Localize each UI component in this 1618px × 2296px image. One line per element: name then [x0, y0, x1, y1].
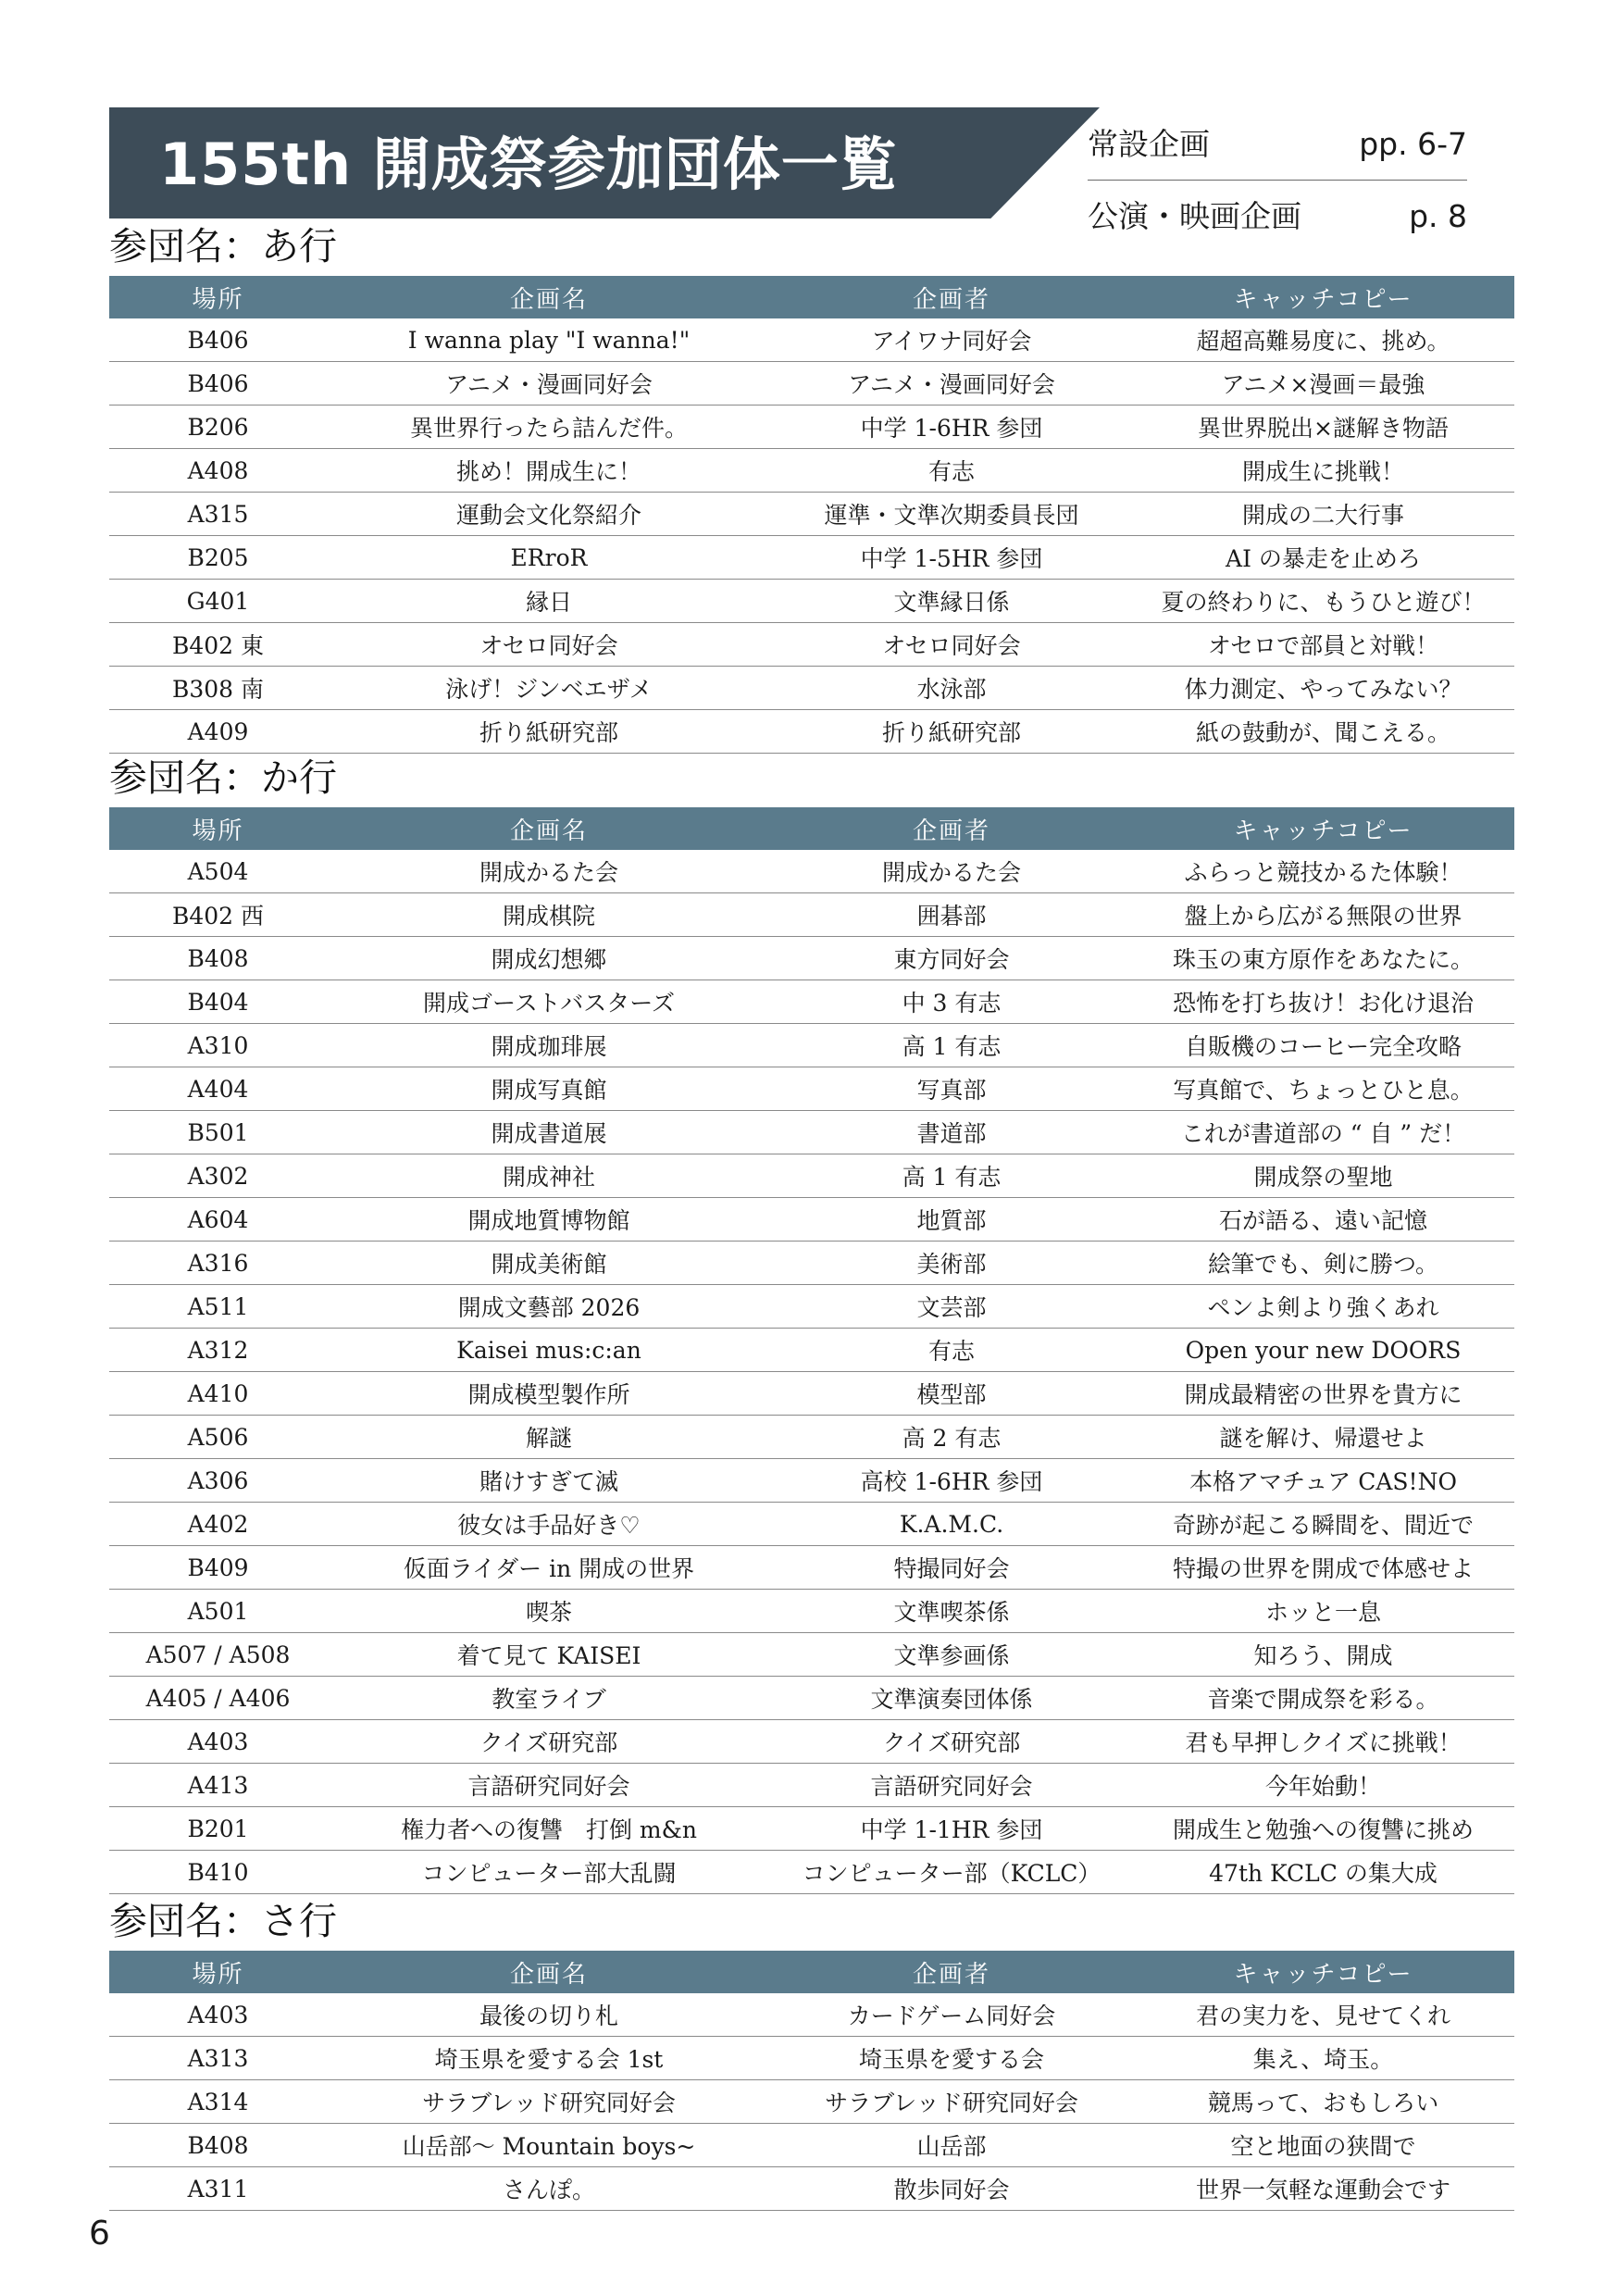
table-header-row	[109, 276, 1514, 318]
cell-catchcopy: 体力測定、やってみない？	[1132, 667, 1514, 710]
cell-organizer: 文準演奏団体係	[771, 1677, 1132, 1720]
cell-organizer: 開成かるた会	[771, 850, 1132, 893]
cell-organizer: 東方同好会	[771, 937, 1132, 980]
cell-organizer: 中 3 有志	[771, 980, 1132, 1024]
table-row	[109, 1633, 1514, 1677]
col-header-project: 企画名	[327, 1951, 771, 1993]
cell-project-name: アニメ・漫画同好会	[327, 362, 771, 406]
table-row	[109, 449, 1514, 493]
col-header-project: 企画名	[327, 807, 771, 850]
cell-organizer: 美術部	[771, 1242, 1132, 1285]
table-row	[109, 1851, 1514, 1894]
table-row	[109, 1067, 1514, 1111]
cell-organizer: カードゲーム同好会	[771, 1993, 1132, 2037]
table-row	[109, 2037, 1514, 2080]
cell-catchcopy: 開成祭の聖地	[1132, 1154, 1514, 1198]
cell-organizer: 散歩同好会	[771, 2167, 1132, 2211]
cell-location: A506	[109, 1416, 327, 1459]
table-row	[109, 406, 1514, 449]
cell-organizer: 高 2 有志	[771, 1416, 1132, 1459]
col-header-organizer: 企画者	[771, 276, 1132, 318]
table-row	[109, 1590, 1514, 1633]
cell-location: A404	[109, 1067, 327, 1111]
table-row	[109, 1416, 1514, 1459]
table-row	[109, 362, 1514, 406]
cell-organizer: 地質部	[771, 1198, 1132, 1242]
cell-catchcopy: ホッと一息	[1132, 1590, 1514, 1633]
cell-catchcopy: 盤上から広がる無限の世界	[1132, 893, 1514, 937]
cell-location: B501	[109, 1111, 327, 1154]
cell-catchcopy: 謎を解け、帰還せよ	[1132, 1416, 1514, 1459]
table-row	[109, 1546, 1514, 1590]
cell-project-name: 泳げ！ジンベエザメ	[327, 667, 771, 710]
cell-catchcopy: Open your new DOORS	[1132, 1329, 1514, 1372]
cell-project-name: 開成かるた会	[327, 850, 771, 893]
table-row	[109, 1285, 1514, 1329]
table-row	[109, 1993, 1514, 2037]
section-heading: 参団名：さ行	[109, 1899, 337, 1943]
cell-organizer: 有志	[771, 1329, 1132, 1372]
cell-location: B408	[109, 2124, 327, 2167]
page-number: 6	[89, 2215, 110, 2252]
cell-organizer: アイワナ同好会	[771, 318, 1132, 362]
toc-pages: p. 8	[1409, 198, 1467, 234]
cell-location: A402	[109, 1503, 327, 1546]
cell-catchcopy: 珠玉の東方原作をあなたに。	[1132, 937, 1514, 980]
cell-project-name: 言語研究同好会	[327, 1764, 771, 1807]
cell-organizer: 囲碁部	[771, 893, 1132, 937]
cell-project-name: サラブレッド研究同好会	[327, 2080, 771, 2124]
table-row	[109, 893, 1514, 937]
cell-catchcopy: 君も早押しクイズに挑戦！	[1132, 1720, 1514, 1764]
col-header-catchcopy: キャッチコピー	[1132, 276, 1514, 318]
cell-project-name: コンピューター部大乱闘	[327, 1851, 771, 1894]
table-row	[109, 1720, 1514, 1764]
table-row	[109, 2080, 1514, 2124]
cell-organizer: 高校 1-6HR 参団	[771, 1459, 1132, 1503]
cell-catchcopy: 開成生に挑戦！	[1132, 449, 1514, 493]
cell-organizer: 折り紙研究部	[771, 710, 1132, 754]
cell-catchcopy: 超超高難易度に、挑め。	[1132, 318, 1514, 362]
cell-organizer: 言語研究同好会	[771, 1764, 1132, 1807]
cell-organizer: 特撮同好会	[771, 1546, 1132, 1590]
cell-project-name: 賭けすぎて滅	[327, 1459, 771, 1503]
cell-location: B410	[109, 1851, 327, 1894]
table-row	[109, 1111, 1514, 1154]
cell-catchcopy: 奇跡が起こる瞬間を、間近で	[1132, 1503, 1514, 1546]
cell-location: A413	[109, 1764, 327, 1807]
cell-organizer: 中学 1-1HR 参団	[771, 1807, 1132, 1851]
table-row	[109, 1329, 1514, 1372]
cell-location: B406	[109, 362, 327, 406]
cell-catchcopy: AI の暴走を止めろ	[1132, 536, 1514, 580]
cell-catchcopy: ペンよ剣より強くあれ	[1132, 1285, 1514, 1329]
cell-location: A403	[109, 1720, 327, 1764]
cell-location: G401	[109, 580, 327, 623]
cell-organizer: サラブレッド研究同好会	[771, 2080, 1132, 2124]
table-row	[109, 1154, 1514, 1198]
table-row	[109, 1807, 1514, 1851]
cell-project-name: 折り紙研究部	[327, 710, 771, 754]
page-title: 155th 開成祭参加団体一覧	[159, 131, 898, 198]
cell-organizer: 書道部	[771, 1111, 1132, 1154]
cell-organizer: 山岳部	[771, 2124, 1132, 2167]
cell-organizer: 写真部	[771, 1067, 1132, 1111]
cell-location: B201	[109, 1807, 327, 1851]
cell-catchcopy: アニメ×漫画＝最強	[1132, 362, 1514, 406]
cell-catchcopy: 異世界脱出×謎解き物語	[1132, 406, 1514, 449]
cell-organizer: クイズ研究部	[771, 1720, 1132, 1764]
cell-catchcopy: 開成生と勉強への復讐に挑め	[1132, 1807, 1514, 1851]
cell-location: A409	[109, 710, 327, 754]
table-header-row	[109, 1951, 1514, 1993]
table-row	[109, 2167, 1514, 2211]
table-row	[109, 1764, 1514, 1807]
table-row	[109, 1677, 1514, 1720]
cell-project-name: 開成模型製作所	[327, 1372, 771, 1416]
cell-catchcopy: 今年始動！	[1132, 1764, 1514, 1807]
cell-location: A507 / A508	[109, 1633, 327, 1677]
table-row	[109, 1372, 1514, 1416]
cell-location: A312	[109, 1329, 327, 1372]
cell-project-name: 教室ライブ	[327, 1677, 771, 1720]
cell-catchcopy: オセロで部員と対戦！	[1132, 623, 1514, 667]
cell-organizer: コンピューター部（KCLC）	[771, 1851, 1132, 1894]
group-table	[109, 807, 1514, 1894]
cell-location: A302	[109, 1154, 327, 1198]
cell-project-name: 権力者への復讐 打倒 m&n	[327, 1807, 771, 1851]
table-row	[109, 1503, 1514, 1546]
cell-organizer: 中学 1-5HR 参団	[771, 536, 1132, 580]
cell-organizer: K.A.M.C.	[771, 1503, 1132, 1546]
cell-location: A604	[109, 1198, 327, 1242]
cell-location: A405 / A406	[109, 1677, 327, 1720]
cell-project-name: オセロ同好会	[327, 623, 771, 667]
toc-label: 公演・映画企画	[1088, 198, 1301, 234]
cell-catchcopy: 石が語る、遠い記憶	[1132, 1198, 1514, 1242]
cell-project-name: 開成棋院	[327, 893, 771, 937]
cell-project-name: 仮面ライダー in 開成の世界	[327, 1546, 771, 1590]
cell-catchcopy: 競馬って、おもしろい	[1132, 2080, 1514, 2124]
cell-location: A314	[109, 2080, 327, 2124]
col-header-location: 場所	[109, 807, 327, 850]
cell-catchcopy: 空と地面の狭間で	[1132, 2124, 1514, 2167]
cell-organizer: 水泳部	[771, 667, 1132, 710]
cell-catchcopy: 特撮の世界を開成で体感せよ	[1132, 1546, 1514, 1590]
table-row	[109, 667, 1514, 710]
table-row	[109, 318, 1514, 362]
cell-catchcopy: 本格アマチュア CAS!NO	[1132, 1459, 1514, 1503]
table-row	[109, 2124, 1514, 2167]
cell-location: A306	[109, 1459, 327, 1503]
cell-organizer: 埼玉県を愛する会	[771, 2037, 1132, 2080]
cell-project-name: 開成写真館	[327, 1067, 771, 1111]
cell-organizer: 高 1 有志	[771, 1154, 1132, 1198]
table-header-row	[109, 807, 1514, 850]
cell-catchcopy: 絵筆でも、剣に勝つ。	[1132, 1242, 1514, 1285]
cell-catchcopy: 自販機のコーヒー完全攻略	[1132, 1024, 1514, 1067]
cell-catchcopy: 開成最精密の世界を貴方に	[1132, 1372, 1514, 1416]
cell-catchcopy: 世界一気軽な運動会です	[1132, 2167, 1514, 2211]
cell-project-name: 最後の切り札	[327, 1993, 771, 2037]
cell-project-name: 開成美術館	[327, 1242, 771, 1285]
col-header-organizer: 企画者	[771, 807, 1132, 850]
cell-project-name: 開成書道展	[327, 1111, 771, 1154]
cell-project-name: クイズ研究部	[327, 1720, 771, 1764]
table-row	[109, 710, 1514, 754]
cell-catchcopy: 写真館で、ちょっとひと息。	[1132, 1067, 1514, 1111]
toc-label: 常設企画	[1088, 126, 1210, 162]
section-heading: 参団名：あ行	[109, 224, 337, 268]
col-header-organizer: 企画者	[771, 1951, 1132, 1993]
col-header-location: 場所	[109, 276, 327, 318]
group-table	[109, 276, 1514, 754]
cell-location: B402 西	[109, 893, 327, 937]
cell-project-name: 運動会文化祭紹介	[327, 493, 771, 536]
cell-location: A315	[109, 493, 327, 536]
cell-project-name: I wanna play "I wanna!"	[327, 318, 771, 362]
cell-catchcopy: 集え、埼玉。	[1132, 2037, 1514, 2080]
cell-catchcopy: 47th KCLC の集大成	[1132, 1851, 1514, 1894]
cell-location: A408	[109, 449, 327, 493]
toc-entry	[1088, 189, 1467, 244]
table-row	[109, 580, 1514, 623]
cell-project-name: 山岳部〜 Mountain boys~	[327, 2124, 771, 2167]
toc-pages: pp. 6-7	[1359, 126, 1467, 162]
section-heading: 参団名：か行	[109, 755, 337, 800]
cell-project-name: ERroR	[327, 536, 771, 580]
cell-project-name: 彼女は手品好き♡	[327, 1503, 771, 1546]
cell-location: A501	[109, 1590, 327, 1633]
cell-catchcopy: 恐怖を打ち抜け！お化け退治	[1132, 980, 1514, 1024]
col-header-catchcopy: キャッチコピー	[1132, 807, 1514, 850]
cell-project-name: 挑め！開成生に！	[327, 449, 771, 493]
cell-project-name: Kaisei mus:c:an	[327, 1329, 771, 1372]
group-table	[109, 1951, 1514, 2211]
cell-catchcopy: 君の実力を、見せてくれ	[1132, 1993, 1514, 2037]
cell-project-name: 開成神社	[327, 1154, 771, 1198]
table-row	[109, 937, 1514, 980]
table-row	[109, 1459, 1514, 1503]
col-header-catchcopy: キャッチコピー	[1132, 1951, 1514, 1993]
cell-catchcopy: 知ろう、開成	[1132, 1633, 1514, 1677]
cell-location: A410	[109, 1372, 327, 1416]
cell-catchcopy: これが書道部の “ 自 ” だ！	[1132, 1111, 1514, 1154]
cell-project-name: 開成ゴーストバスターズ	[327, 980, 771, 1024]
cell-location: A311	[109, 2167, 327, 2211]
table-row	[109, 1024, 1514, 1067]
cell-project-name: 縁日	[327, 580, 771, 623]
cell-location: B406	[109, 318, 327, 362]
cell-location: A313	[109, 2037, 327, 2080]
table-row	[109, 850, 1514, 893]
cell-organizer: 運準・文準次期委員長団	[771, 493, 1132, 536]
table-row	[109, 1198, 1514, 1242]
cell-project-name: 開成文藝部 2026	[327, 1285, 771, 1329]
table-row	[109, 980, 1514, 1024]
cell-location: B308 南	[109, 667, 327, 710]
table-row	[109, 1242, 1514, 1285]
cell-organizer: 模型部	[771, 1372, 1132, 1416]
cell-location: A403	[109, 1993, 327, 2037]
cell-location: A316	[109, 1242, 327, 1285]
cell-catchcopy: ふらっと競技かるた体験！	[1132, 850, 1514, 893]
cell-organizer: 高 1 有志	[771, 1024, 1132, 1067]
cell-location: B206	[109, 406, 327, 449]
cell-catchcopy: 夏の終わりに、もうひと遊び！	[1132, 580, 1514, 623]
cell-organizer: 中学 1-6HR 参団	[771, 406, 1132, 449]
cell-project-name: さんぽ。	[327, 2167, 771, 2211]
cell-organizer: アニメ・漫画同好会	[771, 362, 1132, 406]
table-row	[109, 493, 1514, 536]
table-row	[109, 623, 1514, 667]
cell-organizer: 文準喫茶係	[771, 1590, 1132, 1633]
cell-organizer: 有志	[771, 449, 1132, 493]
col-header-location: 場所	[109, 1951, 327, 1993]
cell-location: B409	[109, 1546, 327, 1590]
cell-location: B205	[109, 536, 327, 580]
cell-organizer: 文準参画係	[771, 1633, 1132, 1677]
cell-organizer: 文芸部	[771, 1285, 1132, 1329]
cell-location: B404	[109, 980, 327, 1024]
cell-project-name: 異世界行ったら詰んだ件。	[327, 406, 771, 449]
toc-entry	[1088, 117, 1467, 172]
cell-location: A310	[109, 1024, 327, 1067]
cell-location: B408	[109, 937, 327, 980]
cell-location: B402 東	[109, 623, 327, 667]
cell-project-name: 着て見て KAISEI	[327, 1633, 771, 1677]
cell-location: A504	[109, 850, 327, 893]
col-header-project: 企画名	[327, 276, 771, 318]
cell-organizer: オセロ同好会	[771, 623, 1132, 667]
cell-project-name: 開成珈琲展	[327, 1024, 771, 1067]
toc-divider	[1088, 180, 1467, 181]
table-row	[109, 536, 1514, 580]
cell-organizer: 文準縁日係	[771, 580, 1132, 623]
cell-project-name: 喫茶	[327, 1590, 771, 1633]
cell-catchcopy: 開成の二大行事	[1132, 493, 1514, 536]
cell-catchcopy: 音楽で開成祭を彩る。	[1132, 1677, 1514, 1720]
cell-project-name: 開成地質博物館	[327, 1198, 771, 1242]
cell-catchcopy: 紙の鼓動が、聞こえる。	[1132, 710, 1514, 754]
cell-project-name: 埼玉県を愛する会 1st	[327, 2037, 771, 2080]
cell-project-name: 開成幻想郷	[327, 937, 771, 980]
cell-location: A511	[109, 1285, 327, 1329]
cell-project-name: 解謎	[327, 1416, 771, 1459]
